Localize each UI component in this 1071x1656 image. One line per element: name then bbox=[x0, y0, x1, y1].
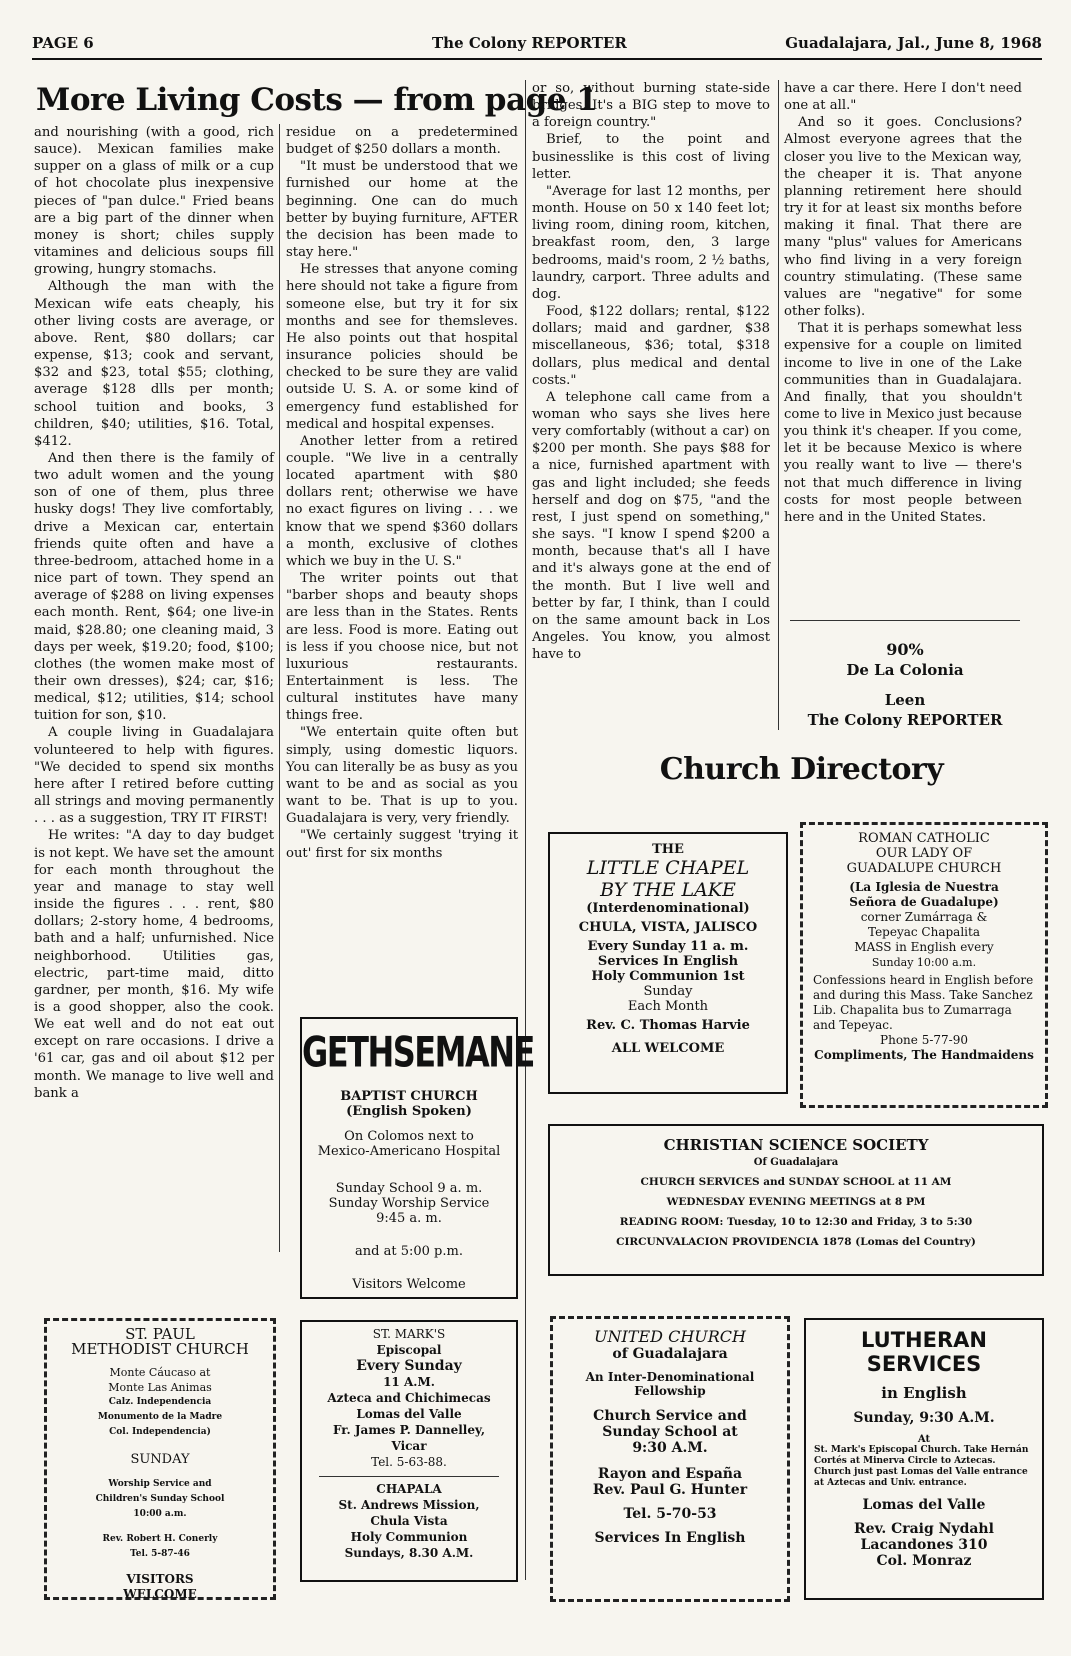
ad-line: in English bbox=[881, 1384, 967, 1402]
ad-line: Episcopal bbox=[376, 1343, 442, 1357]
ad-line: Chula Vista bbox=[370, 1514, 448, 1528]
promo-rule bbox=[790, 620, 1020, 621]
article-paragraph: or so, without burning state-side bridges. It's a BIG step to move to a foreign country." bbox=[532, 81, 770, 131]
article-paragraph: residue on a predetermined budget of $250 dollars a month. bbox=[286, 125, 518, 158]
ad-line: CHURCH SERVICES and SUNDAY SCHOOL at 11 AM bbox=[640, 1176, 952, 1188]
ad-line: METHODIST CHURCH bbox=[71, 1340, 249, 1358]
ad-line: Lacandones 310 bbox=[860, 1537, 988, 1553]
ad-line: MASS in English every bbox=[854, 940, 994, 954]
gethsemane-title: GETHSEMANE bbox=[302, 1027, 534, 1077]
ad-line: Calz. Independencia bbox=[108, 1397, 212, 1407]
promo-line2: De La Colonia bbox=[846, 661, 964, 679]
article-paragraph: Brief, to the point and businesslike is this cost of living letter. bbox=[532, 132, 770, 182]
ad-line: SUNDAY bbox=[130, 1452, 190, 1467]
article-paragraph: He writes: "A day to day budget is not kept. We have set the amount for each month throughout the year and manage to stay well inside the figures . . . rent, $80 dollars; 2-story home, 4 bedrooms, bath and a half; unfurnished. Nice neighborhood. Utilities gas, electric, part-time maid, ditto gardner, per month, $16. My wife is a good shopper, also the cook. We eat well and do not eat out except on rare occasions. I drive a '61 car, gas and oil about $12 per month. We manage to live well and bank a bbox=[34, 828, 274, 1101]
ad-line: Sunday 10:00 a.m. bbox=[871, 956, 977, 969]
gethsemane-ad bbox=[300, 1017, 534, 1299]
ad-line: (English Spoken) bbox=[346, 1104, 472, 1119]
article-paragraph: That it is perhaps somewhat less expensive for a couple on limited income to live in one of the Lake communities than in Guadalajara. And finally, that you shouldn't come to live in Mexico just because you think it's cheaper. If you come, let it be because Mexico is where you really want to live — there's not that much difference in living costs for most people between here and in the United States. bbox=[784, 321, 1022, 525]
ad-line: Phone 5-77-90 bbox=[880, 1033, 968, 1047]
article-paragraph: "We certainly suggest 'trying it out' first for six months bbox=[286, 828, 518, 861]
ad-line: Señora de Guadalupe) bbox=[849, 895, 999, 909]
ad-line: Holy Communion bbox=[350, 1530, 468, 1544]
page-number: PAGE 6 bbox=[32, 34, 94, 52]
ad-line: Confessions heard in English before and during this Mass. Take Sanchez Lib. Chapalita bus to Zumarraga and Tepeyac. bbox=[813, 973, 1034, 1032]
ad-line: CHULA, VISTA, JALISCO bbox=[578, 920, 758, 935]
ad-line: Col. Monraz bbox=[876, 1553, 972, 1569]
article-paragraph: Another letter from a retired couple. "We live in a centrally located apartment with $80 dollars rent; otherwise we have no exact figures on living . . . we know that we spend $360 dollars a month, exclusive of clothes which we buy in the U. S." bbox=[286, 433, 518, 569]
ad-line: Worship Service and bbox=[108, 1479, 212, 1489]
article-paragraph: The writer points out that "barber shops and beauty shops are less than in the States. Rents are less. Food is more. Eating out is less if you choose nice, but not luxurious restaurants. Entertainment is less. The cultural institutes have many things free. bbox=[286, 571, 518, 724]
article-column-1 bbox=[34, 124, 274, 1102]
article-paragraph: And then there is the family of two adult women and the young son of one of them, plus three husky dogs! They live comfortably, drive a Mexican car, entertain friends quite often and have a three-bedroom, attached home in a nice part of town. They spend an average of $288 on living expenses each month. Rent, $64; one live-in maid, $28.80; one cleaning maid, 3 days per week, $19.20; food, $100; clothes (the women make most of their own dresses), $24; car, $16; medical, $12; utilities, $14; school tuition for son, $10. bbox=[34, 450, 274, 724]
ad-line: St. Mark's Episcopal Church. Take Hernán Cortés at Minerva Circle to Aztecas. Church just past Lomas del Valle entrance at Aztecas and Univ. entrance. bbox=[814, 1445, 1029, 1488]
ad-line: VISITORS bbox=[126, 1572, 194, 1586]
ad-line: Church Service and bbox=[593, 1408, 747, 1424]
ad-line: Tel. 5-87-46 bbox=[130, 1549, 190, 1559]
united-church-ad bbox=[550, 1316, 790, 1602]
st-marks-ad bbox=[300, 1320, 518, 1582]
ad-line: Col. Independencia) bbox=[109, 1427, 211, 1437]
ad-line: Lomas del Valle bbox=[862, 1497, 986, 1513]
ad-line: St. Andrews Mission, bbox=[338, 1498, 480, 1512]
ad-line: LITTLE CHAPEL bbox=[586, 857, 750, 879]
ad-line: Monte Las Animas bbox=[108, 1381, 212, 1394]
ad-line: Tel. 5-70-53 bbox=[623, 1506, 717, 1522]
ad-line: Sunday School 9 a. m. bbox=[335, 1181, 483, 1196]
article-paragraph: And so it goes. Conclusions? Almost everyone agrees that the closer you live to the Mexican way, the cheaper it is. That anyone planning retirement here should try it for at least six months before making it final. That there are many "plus" values for Americans who find living in a very foreign country stimulating. (These same values are "negative" for some other folks). bbox=[784, 115, 1022, 320]
ad-line: Children's Sunday School bbox=[95, 1494, 225, 1504]
ad-line: Visitors Welcome bbox=[352, 1277, 466, 1292]
ad-line: Compliments, The Handmaidens bbox=[814, 1048, 1034, 1062]
guadalupe-ad bbox=[800, 822, 1048, 1108]
church-directory-heading: Church Directory bbox=[659, 752, 944, 787]
article-column-2 bbox=[286, 124, 518, 862]
article-paragraph: Food, $122 dollars; rental, $122 dollars; maid and gardner, $38 miscellaneous, $36; total, $318 dollars, plus medical and dental costs." bbox=[532, 304, 770, 388]
article-paragraph: Although the man with the Mexican wife eats cheaply, his other living costs are average, or above. Rent, $80 dollars; car expense, $13; cook and servant, $32 and $23, total $55; clothing, average $128 dlls per month; school tuition and books, 3 children, $40; utilities, $16. Total, $412. bbox=[34, 279, 274, 449]
promo-box bbox=[790, 640, 1020, 729]
column-rule bbox=[778, 80, 779, 730]
ad-line: WEDNESDAY EVENING MEETINGS at 8 PM bbox=[666, 1196, 926, 1208]
ad-line: Rev. C. Thomas Harvie bbox=[586, 1018, 750, 1033]
ad-line: Rev. Paul G. Hunter bbox=[592, 1482, 748, 1498]
ad-line: Monumento de la Madre bbox=[97, 1412, 223, 1422]
column-rule bbox=[525, 80, 526, 1580]
ad-line: Services In English bbox=[597, 954, 739, 969]
ad-line: Rev. Craig Nydahl bbox=[854, 1521, 994, 1537]
article-paragraph: "Average for last 12 months, per month. House on 50 x 140 feet lot; living room, dining room, kitchen, breakfast room, den, 3 large bedrooms, maid's room, 2 ½ baths, laundry, carport. Three adults and dog. bbox=[532, 183, 770, 302]
christian-science-ad bbox=[548, 1124, 1044, 1276]
ad-line: (Interdenominational) bbox=[586, 901, 750, 916]
ad-line: BAPTIST CHURCH bbox=[340, 1089, 478, 1104]
ad-line: ST. PAUL bbox=[125, 1325, 195, 1343]
article-paragraph: have a car there. Here I don't need one at all." bbox=[784, 81, 1022, 114]
article-paragraph: A telephone call came from a woman who says she lives here very comfortably (without a car) on $200 per month. She pays $88 for a nice, furnished apartment with gas and light included; she feeds herself and dog on $75, "and the rest, I just spend on something," she says. "I know I spend $200 a month, because that's all I have and it's always gone at the end of the month. But I live well and better by far, I think, than I could on the same amount back in Los Angeles. You know, you almost have to bbox=[532, 389, 770, 663]
article-column-3 bbox=[532, 80, 770, 663]
ad-line: UNITED CHURCH bbox=[594, 1327, 746, 1346]
paper-name: The Colony REPORTER bbox=[432, 34, 627, 52]
st-paul-ad bbox=[44, 1318, 276, 1600]
little-chapel-ad bbox=[548, 832, 788, 1094]
masthead bbox=[32, 30, 1042, 56]
ad-line: LUTHERAN bbox=[861, 1328, 987, 1352]
ad-line: 10:00 a.m. bbox=[133, 1509, 187, 1519]
ad-line: CHRISTIAN SCIENCE SOCIETY bbox=[663, 1136, 929, 1154]
ad-line: OUR LADY OF bbox=[875, 846, 973, 861]
ad-line: Every Sunday 11 a. m. bbox=[587, 939, 749, 954]
ad-line: 9:30 A.M. bbox=[632, 1440, 708, 1456]
promo-line4: The Colony REPORTER bbox=[807, 711, 1003, 729]
ad-line: CHAPALA bbox=[376, 1482, 442, 1496]
ad-line: 9:45 a. m. bbox=[376, 1211, 442, 1226]
ad-line: GUADALUPE CHURCH bbox=[846, 861, 1002, 876]
ad-line: Vicar bbox=[391, 1439, 427, 1453]
ad-line: READING ROOM: Tuesday, 10 to 12:30 and Friday, 3 to 5:30 bbox=[619, 1216, 973, 1228]
lutheran-ad bbox=[804, 1318, 1044, 1600]
article-paragraph: He stresses that anyone coming here should not take a figure from someone else, but try it for six months and see for themsleves. He also points out that hospital insurance policies should be checked to be sure they are valid outside U. S. A. or some kind of emergency fund established for medical and hospital expenses. bbox=[286, 262, 518, 432]
ad-line: Mexico-Americano Hospital bbox=[317, 1144, 501, 1159]
ad-divider bbox=[319, 1476, 499, 1477]
ad-line: ALL WELCOME bbox=[611, 1041, 725, 1056]
ad-line: Rayon and España bbox=[597, 1466, 743, 1482]
masthead-rule bbox=[32, 58, 1042, 60]
ad-line: Sunday School at bbox=[602, 1424, 738, 1440]
article-column-4 bbox=[784, 80, 1022, 526]
ad-line: Services In English bbox=[594, 1530, 746, 1546]
ad-line: At bbox=[917, 1434, 931, 1445]
ad-line: SERVICES bbox=[866, 1352, 982, 1376]
promo-pct: 90% bbox=[886, 640, 924, 659]
ad-line: WELCOME bbox=[123, 1587, 197, 1601]
ad-line: Tel. 5-63-88. bbox=[371, 1455, 447, 1469]
ad-line: Tepeyac Chapalita bbox=[868, 925, 980, 939]
ad-line: Sunday bbox=[643, 984, 693, 999]
article-paragraph: and nourishing (with a good, rich sauce). Mexican families make supper on a glass of milk or a cup of hot chocolate plus inexpensive pieces of "pan dulce." Fried beans are a big part of the dinner when money is short; chiles supply vitamines and delicious soups fill growing, hungry stomachs. bbox=[34, 125, 274, 278]
ad-line: ROMAN CATHOLIC bbox=[858, 831, 990, 846]
dateline: Guadalajara, Jal., June 8, 1968 bbox=[785, 34, 1042, 52]
ad-line: Monte Cáucaso at bbox=[109, 1366, 211, 1379]
article-paragraph: "It must be understood that we furnished our home at the beginning. One can do much better by buying furniture, AFTER the decision has been made to stay here." bbox=[286, 159, 518, 261]
ad-line: Azteca and Chichimecas bbox=[327, 1391, 491, 1405]
ad-line: Fellowship bbox=[634, 1384, 706, 1398]
ad-line: BY THE LAKE bbox=[600, 879, 736, 901]
headline: More Living Costs — from page 1 bbox=[36, 82, 598, 118]
ad-line: Lomas del Valle bbox=[356, 1407, 462, 1421]
ad-line: (La Iglesia de Nuestra bbox=[849, 880, 999, 894]
ad-line: THE bbox=[652, 842, 684, 857]
ad-line: Sunday, 9:30 A.M. bbox=[853, 1410, 995, 1426]
promo-line3: Leen bbox=[884, 691, 926, 709]
article-paragraph: A couple living in Guadalajara volunteered to help with figures. "We decided to spend six months here after I retired before cutting all strings and moving permanently . . . as a suggestion, TRY IT FIRST! bbox=[34, 725, 274, 827]
column-rule bbox=[279, 124, 280, 1252]
ad-line: An Inter-Denominational bbox=[585, 1370, 755, 1384]
ad-line: Each Month bbox=[627, 999, 709, 1014]
ad-line: Sundays, 8.30 A.M. bbox=[344, 1546, 474, 1560]
ad-line: and at 5:00 p.m. bbox=[355, 1244, 463, 1259]
ad-line: Holy Communion 1st bbox=[591, 969, 745, 984]
ad-line: Rev. Robert H. Conerly bbox=[102, 1534, 218, 1544]
ad-line: Every Sunday bbox=[356, 1358, 462, 1374]
ad-line: of Guadalajara bbox=[612, 1346, 728, 1362]
ad-line: 11 A.M. bbox=[383, 1375, 435, 1389]
ad-line: Of Guadalajara bbox=[753, 1157, 839, 1168]
ad-line: corner Zumárraga & bbox=[860, 910, 988, 924]
ad-line: Sunday Worship Service bbox=[328, 1196, 490, 1211]
ad-line: ST. MARK'S bbox=[372, 1327, 446, 1341]
ad-line: On Colomos next to bbox=[344, 1129, 474, 1144]
ad-line: CIRCUNVALACION PROVIDENCIA 1878 (Lomas del Country) bbox=[616, 1236, 976, 1248]
article-paragraph: "We entertain quite often but simply, using domestic liquors. You can literally be as busy as you want to be and as social as you want to be. That is up to you. Guadalajara is very, very friendly. bbox=[286, 725, 518, 827]
ad-line: Fr. James P. Dannelley, bbox=[332, 1423, 485, 1437]
